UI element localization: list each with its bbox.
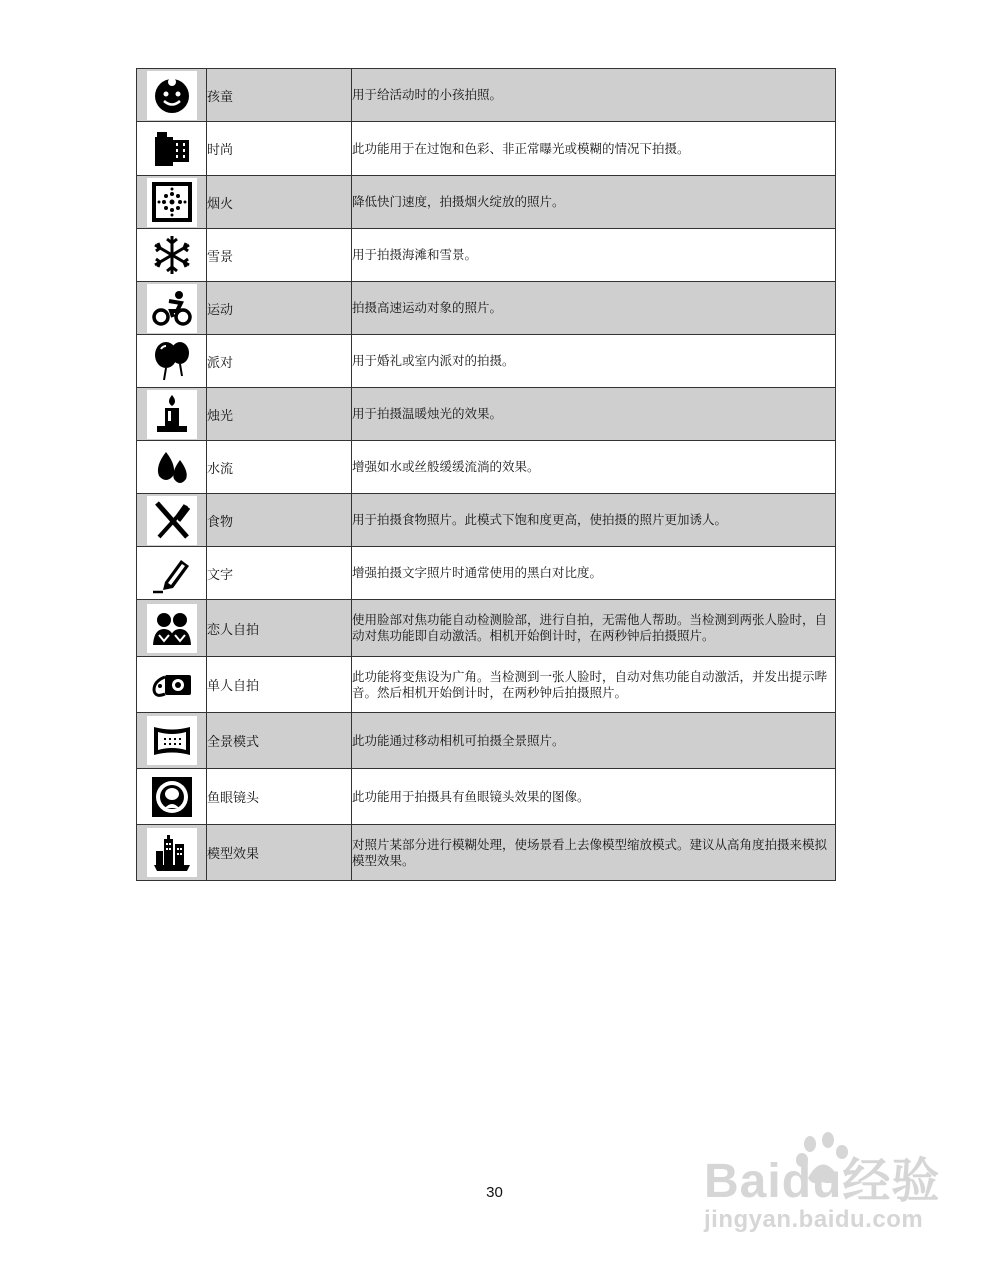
mode-name: 全景模式	[207, 713, 352, 769]
mode-icon-cell	[137, 282, 207, 335]
mode-icon-cell	[137, 388, 207, 441]
candle-icon	[151, 393, 193, 435]
watermark-url: jingyan.baidu.com	[704, 1206, 924, 1233]
scene-mode-table	[136, 68, 836, 881]
mode-description: 用于拍摄温暖烛光的效果。	[352, 388, 836, 441]
mode-icon-cell	[137, 229, 207, 282]
fireworks-icon	[151, 181, 193, 223]
mode-description: 用于给活动时的小孩拍照。	[352, 69, 836, 122]
mode-description: 此功能用于拍摄具有鱼眼镜头效果的图像。	[352, 769, 836, 825]
mode-row	[137, 122, 836, 176]
mode-description: 此功能用于在过饱和色彩、非正常曝光或模糊的情况下拍摄。	[352, 122, 836, 176]
mode-row	[137, 769, 836, 825]
mode-name: 时尚	[207, 122, 352, 176]
mode-row	[137, 335, 836, 388]
mode-icon-cell	[137, 441, 207, 494]
mode-row	[137, 547, 836, 600]
mode-row	[137, 494, 836, 547]
mode-description: 降低快门速度，拍摄烟火绽放的照片。	[352, 176, 836, 229]
mode-icon-cell	[137, 825, 207, 881]
water-drops-icon	[151, 446, 193, 488]
mode-name: 运动	[207, 282, 352, 335]
panorama-icon	[151, 720, 193, 762]
mode-name: 烟火	[207, 176, 352, 229]
mode-icon-cell	[137, 600, 207, 657]
mode-name: 雪景	[207, 229, 352, 282]
watermark	[704, 1132, 954, 1250]
mode-description: 用于婚礼或室内派对的拍摄。	[352, 335, 836, 388]
mode-row	[137, 713, 836, 769]
mode-row	[137, 657, 836, 713]
mode-description: 此功能通过移动相机可拍摄全景照片。	[352, 713, 836, 769]
mode-description: 此功能将变焦设为广角。当检测到一张人脸时，自动对焦功能自动激活，并发出提示哔音。然后相机开始倒计时，在两秒钟后拍摄照片。	[352, 657, 836, 713]
mode-icon-cell	[137, 176, 207, 229]
page-number: 30	[486, 1184, 503, 1201]
mode-icon-cell	[137, 769, 207, 825]
mode-row	[137, 282, 836, 335]
mode-description: 用于拍摄海滩和雪景。	[352, 229, 836, 282]
mode-row	[137, 176, 836, 229]
mode-row	[137, 388, 836, 441]
mode-name: 食物	[207, 494, 352, 547]
mode-name: 水流	[207, 441, 352, 494]
mode-icon-cell	[137, 335, 207, 388]
mode-description: 用于拍摄食物照片。此模式下饱和度更高，使拍摄的照片更加诱人。	[352, 494, 836, 547]
mode-row	[137, 441, 836, 494]
self-portrait-camera-icon	[151, 664, 193, 706]
snowflake-icon	[151, 234, 193, 276]
fork-knife-icon	[151, 499, 193, 541]
mode-row	[137, 825, 836, 881]
fisheye-icon	[151, 776, 193, 818]
mode-description: 对照片某部分进行模糊处理，使场景看上去像模型缩放模式。建议从高角度拍摄来模拟模型效果。	[352, 825, 836, 881]
mode-icon-cell	[137, 69, 207, 122]
mode-name: 文字	[207, 547, 352, 600]
child-icon	[151, 74, 193, 116]
mode-icon-cell	[137, 657, 207, 713]
mode-description: 使用脸部对焦功能自动检测脸部，进行自拍，无需他人帮助。当检测到两张人脸时，自动对焦功能即自动激活。相机开始倒计时，在两秒钟后拍摄照片。	[352, 600, 836, 657]
mode-row	[137, 600, 836, 657]
mode-description: 增强如水或丝般缓缓流淌的效果。	[352, 441, 836, 494]
mode-icon-cell	[137, 547, 207, 600]
film-roll-icon	[151, 128, 193, 170]
mode-name: 孩童	[207, 69, 352, 122]
watermark-logo: Baidu经验	[704, 1155, 941, 1208]
pencil-icon	[151, 552, 193, 594]
mode-name: 单人自拍	[207, 657, 352, 713]
couple-icon	[151, 607, 193, 649]
mode-name: 派对	[207, 335, 352, 388]
mode-name: 模型效果	[207, 825, 352, 881]
mode-name: 烛光	[207, 388, 352, 441]
mode-description: 增强拍摄文字照片时通常使用的黑白对比度。	[352, 547, 836, 600]
mode-icon-cell	[137, 713, 207, 769]
balloons-icon	[151, 340, 193, 382]
cyclist-icon	[151, 287, 193, 329]
mode-name: 鱼眼镜头	[207, 769, 352, 825]
mode-row	[137, 69, 836, 122]
mode-row	[137, 229, 836, 282]
mode-description: 拍摄高速运动对象的照片。	[352, 282, 836, 335]
mode-icon-cell	[137, 494, 207, 547]
miniature-buildings-icon	[151, 832, 193, 874]
mode-name: 恋人自拍	[207, 600, 352, 657]
mode-icon-cell	[137, 122, 207, 176]
